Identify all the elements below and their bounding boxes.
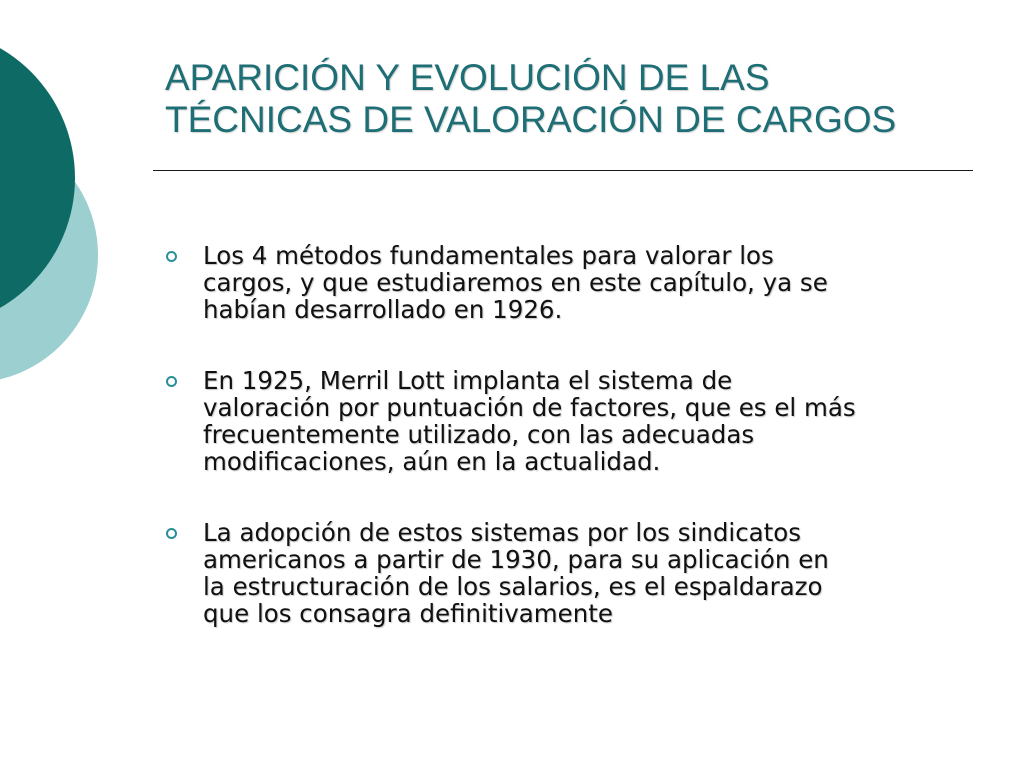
title-line: TÉCNICAS DE VALORACIÓN DE CARGOS: [165, 99, 897, 140]
bullet-line: En 1925, Merril Lott implanta el sistema de: [203, 366, 733, 395]
bullet-text: [203, 519, 963, 627]
bullet-line: valoración por puntuación de factores, que es el más: [203, 393, 856, 422]
bullet-line: habían desarrollado en 1926.: [203, 295, 563, 324]
decorative-circles: [0, 0, 110, 420]
bullet-text: [203, 242, 963, 323]
slide-title: [165, 57, 985, 141]
bullet-line: la estructuración de los salarios, es el espaldarazo: [203, 572, 823, 601]
bullet-item: [163, 242, 963, 323]
bullet-line: La adopción de estos sistemas por los sindicatos: [203, 518, 802, 547]
title-line: APARICIÓN Y EVOLUCIÓN DE LAS: [165, 57, 770, 98]
bullet-item: [163, 519, 963, 627]
bullet-circle-icon: [166, 251, 177, 262]
bullet-text: [203, 367, 963, 475]
bullet-line: Los 4 métodos fundamentales para valorar los: [203, 241, 774, 270]
bullet-line: cargos, y que estudiaremos en este capítulo, ya se: [203, 268, 828, 297]
bullet-line: frecuentemente utilizado, con las adecuadas: [203, 420, 755, 449]
bullet-line: americanos a partir de 1930, para su aplicación en: [203, 545, 829, 574]
bullet-item: [163, 367, 963, 475]
bullet-circle-icon: [166, 528, 177, 539]
title-divider: [153, 170, 973, 171]
bullet-line: modificaciones, aún en la actualidad.: [203, 447, 661, 476]
bullet-list: [163, 242, 963, 671]
bullet-circle-icon: [166, 376, 177, 387]
bullet-line: que los consagra definitivamente: [203, 599, 613, 628]
